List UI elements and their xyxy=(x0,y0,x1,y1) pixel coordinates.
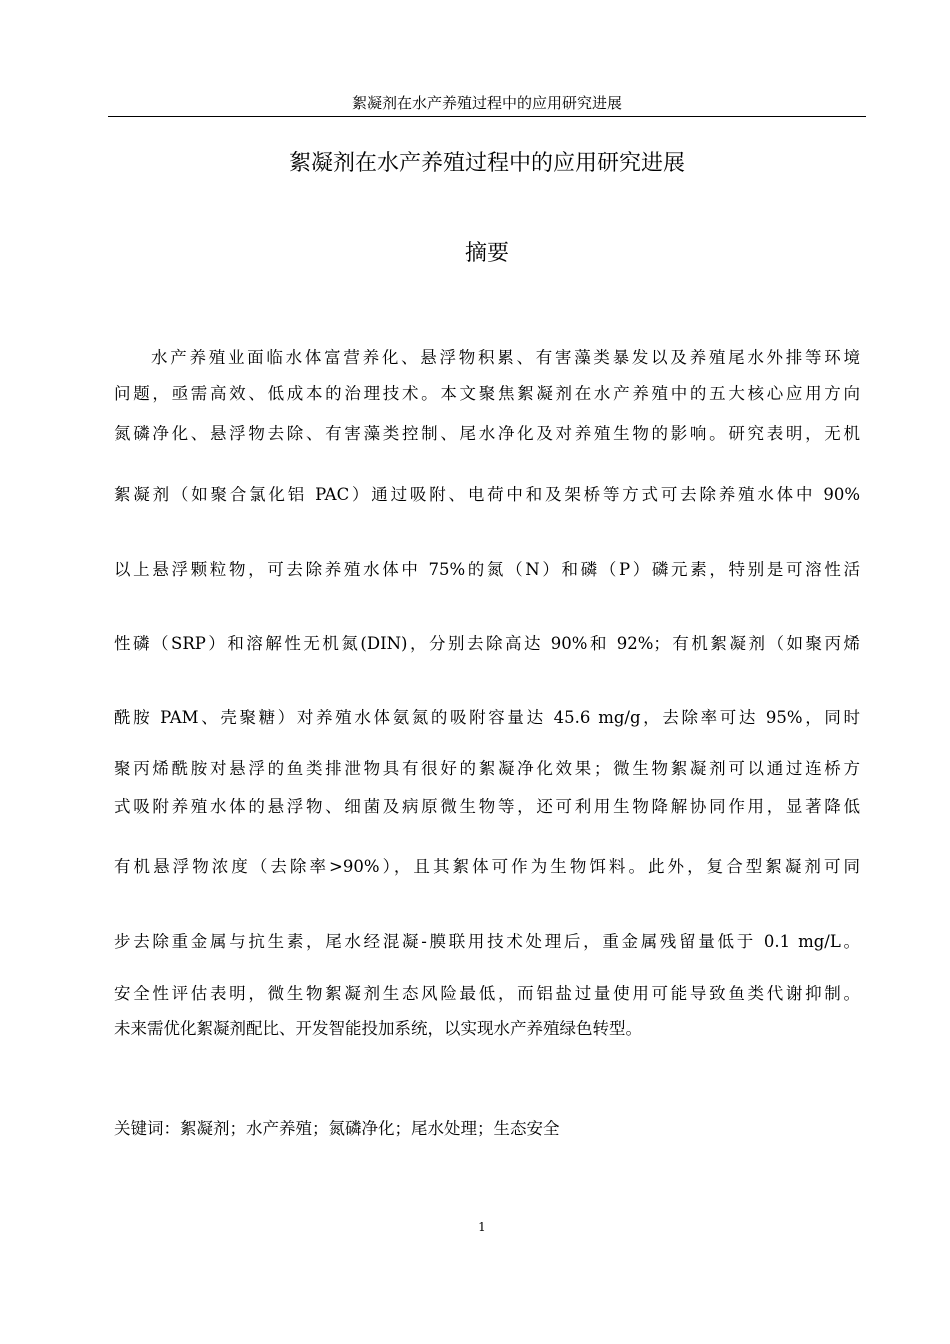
abstract-heading: 摘要 xyxy=(464,241,509,266)
abstract-line: 性磷（SRP）和溶解性无机氮(DIN)，分别去除高达 90%和 92%；有机絮凝剂（如聚丙烯 xyxy=(114,634,860,653)
abstract-line: 酰胺 PAM、壳聚糖）对养殖水体氨氮的吸附容量达 45.6 mg/g，去除率可达 95%，同时 xyxy=(114,708,860,727)
abstract-line: 有机悬浮物浓度（去除率>90%），且其絮体可作为生物饵料。此外，复合型絮凝剂可同 xyxy=(114,857,860,876)
header-rule xyxy=(108,116,866,117)
keywords: 关键词：絮凝剂；水产养殖；氮磷净化；尾水处理；生态安全 xyxy=(114,1119,560,1138)
abstract-line: 水产养殖业面临水体富营养化、悬浮物积累、有害藻类暴发以及养殖尾水外排等环境 xyxy=(151,348,860,367)
page-number: 1 xyxy=(478,1220,486,1234)
abstract-line: 步去除重金属与抗生素，尾水经混凝-膜联用技术处理后，重金属残留量低于 0.1 mg/L。 xyxy=(114,932,860,951)
abstract-line: 问题，亟需高效、低成本的治理技术。本文聚焦絮凝剂在水产养殖中的五大核心应用方向 xyxy=(114,384,860,403)
abstract-line: 以上悬浮颗粒物，可去除养殖水体中 75%的氮（N）和磷（P）磷元素，特别是可溶性活 xyxy=(114,560,860,579)
abstract-line: 安全性评估表明，微生物絮凝剂生态风险最低，而铝盐过量使用可能导致鱼类代谢抑制。 xyxy=(114,984,860,1003)
abstract-line: 絮凝剂（如聚合氯化铝 PAC）通过吸附、电荷中和及架桥等方式可去除养殖水体中 90% xyxy=(114,485,860,504)
abstract-line: 未来需优化絮凝剂配比、开发智能投加系统，以实现水产养殖绿色转型。 xyxy=(114,1019,642,1038)
abstract-line: 式吸附养殖水体的悬浮物、细菌及病原微生物等，还可利用生物降解协同作用，显著降低 xyxy=(114,797,860,816)
running-header: 絮凝剂在水产养殖过程中的应用研究进展 xyxy=(351,94,622,112)
abstract-line: 氮磷净化、悬浮物去除、有害藻类控制、尾水净化及对养殖生物的影响。研究表明，无机 xyxy=(114,424,860,443)
abstract-line: 聚丙烯酰胺对悬浮的鱼类排泄物具有很好的絮凝净化效果；微生物絮凝剂可以通过连桥方 xyxy=(114,759,860,778)
document-title: 絮凝剂在水产养殖过程中的应用研究进展 xyxy=(288,151,685,176)
